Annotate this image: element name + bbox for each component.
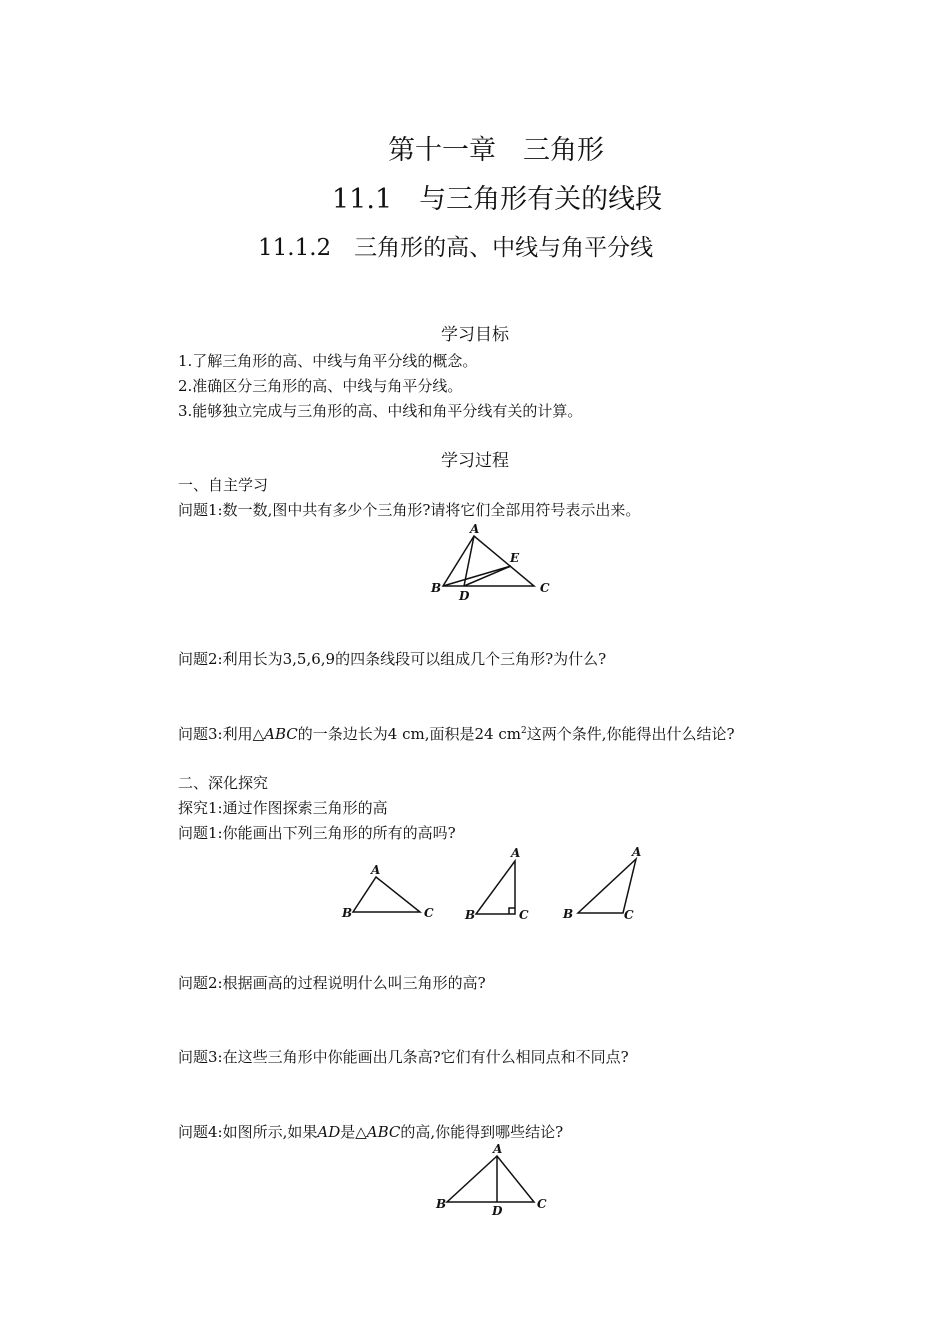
q3-mid: 的一条边长为4 cm,面积是24 cm — [297, 725, 521, 743]
q4-prefix: 问题4:如图所示,如果 — [178, 1123, 318, 1141]
part2-question-3: 问题3:在这些三角形中你能画出几条高?它们有什么相同点和不同点? — [178, 1048, 629, 1066]
q4-ad: AD — [317, 1123, 341, 1141]
q4-mid: 是△ — [340, 1123, 367, 1141]
figure-altitude-triangle — [430, 1140, 560, 1220]
objectives-title: 学习目标 — [441, 325, 509, 345]
figure-triangle-de — [425, 520, 565, 610]
fig2b-triangle — [476, 861, 515, 914]
part1-question-2: 问题2:利用长为3,5,6,9的四条线段可以组成几个三角形?为什么? — [178, 650, 607, 668]
objective-item-2: 2.准确区分三角形的高、中线与角平分线。 — [178, 377, 463, 395]
fig3-label-b: B — [436, 1197, 447, 1211]
fig3-label-d: D — [492, 1204, 503, 1218]
q3-abc: ABC — [264, 725, 298, 743]
fig2c-label-a: A — [632, 845, 642, 859]
q4-abc: ABC — [366, 1123, 401, 1141]
fig1-label-d: D — [459, 589, 470, 603]
part1-question-1: 问题1:数一数,图中共有多少个三角形?请将它们全部用符号表示出来。 — [178, 501, 641, 519]
part1-heading: 一、自主学习 — [178, 476, 269, 494]
fig2a-label-c: C — [424, 906, 434, 920]
fig2b-label-c: C — [519, 908, 529, 922]
explore-1: 探究1:通过作图探索三角形的高 — [178, 799, 388, 817]
section-title: 11.1 与三角形有关的线段 — [332, 184, 663, 215]
figure-acute-triangle — [340, 860, 440, 940]
fig2a-triangle — [353, 877, 420, 912]
figure-obtuse-triangle — [560, 845, 660, 925]
part1-question-3 — [178, 727, 735, 742]
q3-sup: 2 — [520, 726, 527, 736]
fig2b-label-a: A — [511, 846, 521, 860]
fig3-label-c: C — [537, 1197, 547, 1211]
q3-suffix: 这两个条件,你能得出什么结论? — [526, 725, 735, 743]
fig2b-right-angle-mark — [509, 908, 515, 914]
fig1-label-c: C — [540, 581, 550, 595]
figure-right-triangle — [462, 845, 542, 925]
objective-item-1: 1.了解三角形的高、中线与角平分线的概念。 — [178, 352, 478, 370]
fig2c-label-b: B — [563, 907, 574, 921]
fig2a-label-b: B — [342, 906, 353, 920]
part2-heading: 二、深化探究 — [178, 774, 269, 792]
fig1-triangle-abc — [443, 536, 534, 586]
fig2b-label-b: B — [465, 908, 476, 922]
fig3-triangle — [447, 1156, 534, 1202]
fig2a-label-a: A — [371, 863, 381, 877]
fig1-label-a: A — [470, 522, 480, 536]
objective-item-3: 3.能够独立完成与三角形的高、中线和角平分线有关的计算。 — [178, 402, 583, 420]
q3-prefix: 问题3:利用△ — [178, 725, 265, 743]
part2-question-1: 问题1:你能画出下列三角形的所有的高吗? — [178, 824, 456, 842]
fig2c-triangle — [578, 859, 636, 913]
process-title: 学习过程 — [441, 451, 509, 471]
chapter-title: 第十一章 三角形 — [388, 135, 604, 166]
fig3-label-a: A — [493, 1142, 503, 1156]
subsection-title: 11.1.2 三角形的高、中线与角平分线 — [258, 235, 654, 261]
q4-suffix: 的高,你能得到哪些结论? — [400, 1123, 564, 1141]
fig1-segment-de — [464, 566, 511, 586]
part2-question-4 — [178, 1125, 563, 1140]
part2-question-2: 问题2:根据画高的过程说明什么叫三角形的高? — [178, 974, 486, 992]
fig2c-label-c: C — [624, 908, 634, 922]
fig1-label-e: E — [510, 551, 520, 565]
fig1-label-b: B — [431, 581, 442, 595]
